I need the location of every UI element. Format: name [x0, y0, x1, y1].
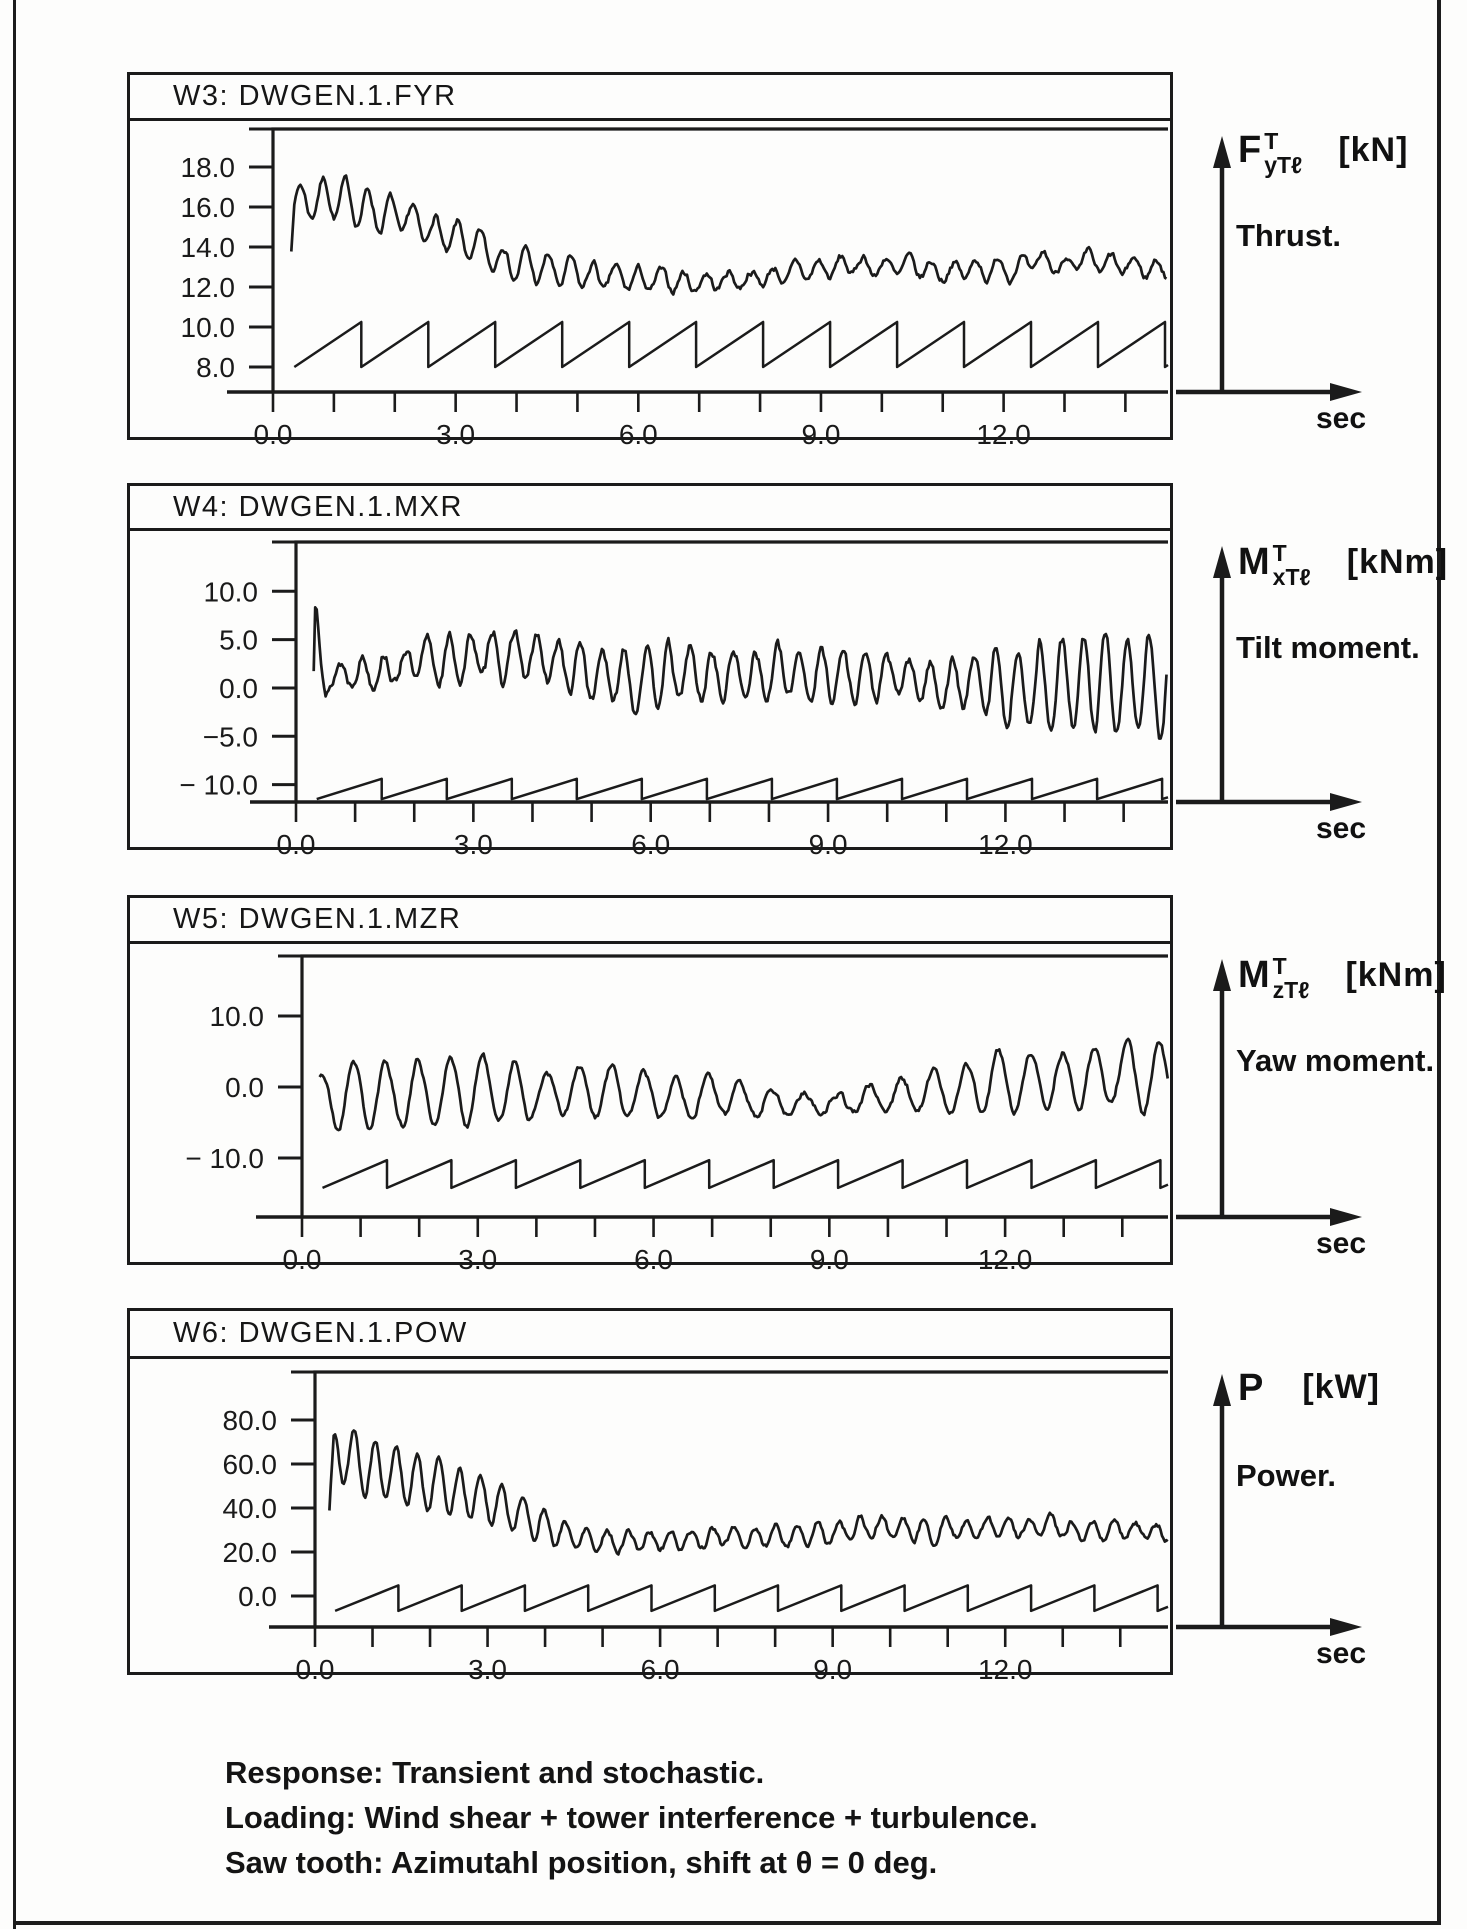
w5-x-tick-label: 9.0 [809, 1244, 849, 1275]
w3-x-tick-label: 9.0 [801, 419, 841, 450]
w3-y-tick-label: 8.0 [196, 352, 235, 383]
w6-y-tick-label: 40.0 [222, 1492, 277, 1524]
caption-line-loading: Loading: Wind shear + tower interference + turbulence. [225, 1800, 1038, 1835]
time-axis-unit-w4: sec [1316, 812, 1367, 845]
w4-x-tick-label: 3.0 [453, 829, 493, 860]
plot-window-header [130, 1311, 1170, 1359]
w6-time-axis-arrowhead [1330, 1618, 1362, 1636]
w3-x-tick-label: 3.0 [436, 419, 476, 450]
w5-x-tick-label: 6.0 [634, 1244, 674, 1275]
w5-x-tick-label: 0.0 [282, 1244, 322, 1275]
w6-value-axis-arrowhead [1213, 1374, 1231, 1406]
w5-y-tick-label: 10.0 [209, 1001, 264, 1033]
w5-value-axis-arrowhead [1213, 959, 1231, 991]
quantity-label-w5 [1238, 951, 1447, 1004]
w5-y-tick-label: − 10.0 [185, 1143, 264, 1175]
page-border-bottom [13, 1921, 1441, 1925]
w6-y-tick-label: 0.0 [238, 1580, 277, 1612]
w3-time-axis-arrowhead [1330, 383, 1362, 401]
w3-y-tick-label: 12.0 [180, 272, 235, 303]
w3-x-tick-label: 0.0 [253, 419, 293, 450]
w4-x-tick-label: 0.0 [276, 829, 316, 860]
plot-window-header [130, 486, 1170, 531]
plot-window-w6 [127, 1308, 1173, 1675]
time-axis-unit-w3: sec [1316, 402, 1367, 435]
plot-window-w4 [127, 483, 1173, 850]
w6-y-tick-label: 60.0 [222, 1448, 277, 1480]
w6-x-tick-label: 3.0 [468, 1654, 508, 1685]
w3-y-tick-label: 10.0 [180, 312, 235, 343]
w6-y-tick-label: 80.0 [222, 1404, 277, 1436]
w3-y-tick-label: 18.0 [180, 152, 235, 183]
plot-window-title: W5: DWGEN.1.MZR [173, 903, 462, 935]
plot-window-title: W3: DWGEN.1.FYR [173, 80, 457, 112]
w4-x-tick-label: 9.0 [808, 829, 848, 860]
quantity-supsub: T xTℓ [1272, 540, 1311, 591]
w3-x-tick-label: 6.0 [618, 419, 658, 450]
time-axis-unit-w5: sec [1316, 1227, 1367, 1260]
quantity-unit: [kW] [1302, 1368, 1381, 1406]
w3-x-tick-label: 12.0 [976, 419, 1031, 450]
w6-x-tick-label: 12.0 [977, 1654, 1033, 1685]
w4-y-tick-label: − 10.0 [179, 769, 258, 801]
quantity-name-w3: Thrust. [1236, 218, 1342, 253]
quantity-name-w4: Tilt moment. [1236, 630, 1420, 665]
quantity-symbol: F [1238, 129, 1262, 172]
time-axis-unit-w6: sec [1316, 1637, 1367, 1670]
quantity-label-w4 [1238, 538, 1449, 591]
w5-x-tick-label: 12.0 [977, 1244, 1033, 1275]
quantity-supsub: T zTℓ [1272, 953, 1310, 1004]
quantity-unit: [kN] [1338, 130, 1409, 169]
figure-caption [225, 1750, 1038, 1885]
caption-line-response: Response: Transient and stochastic. [225, 1755, 765, 1790]
w4-y-tick-label: 10.0 [203, 576, 258, 608]
plot-window-title: W4: DWGEN.1.MXR [173, 490, 463, 523]
w4-x-tick-label: 12.0 [978, 829, 1033, 860]
w6-x-tick-label: 9.0 [813, 1654, 853, 1685]
w4-y-tick-label: 0.0 [219, 672, 258, 704]
quantity-unit: [kNm] [1346, 542, 1449, 581]
w3-value-axis-arrowhead [1213, 136, 1231, 168]
plot-window-header [130, 75, 1170, 121]
quantity-label-w3 [1238, 126, 1409, 179]
quantity-unit: [kNm] [1345, 955, 1447, 994]
w4-x-tick-label: 6.0 [631, 829, 671, 860]
quantity-symbol: P [1238, 1366, 1264, 1409]
quantity-label-w6 [1238, 1368, 1380, 1407]
plot-window-header [130, 898, 1170, 944]
w5-time-axis-arrowhead [1330, 1208, 1362, 1226]
w4-value-axis-arrowhead [1213, 546, 1231, 578]
w6-x-tick-label: 0.0 [295, 1654, 335, 1685]
w3-y-tick-label: 16.0 [180, 192, 235, 223]
plot-window-w3 [127, 72, 1173, 440]
w4-y-tick-label: −5.0 [202, 721, 258, 753]
quantity-name-w5: Yaw moment. [1236, 1043, 1435, 1078]
quantity-symbol: M [1238, 954, 1270, 997]
quantity-supsub: T yTℓ [1264, 128, 1303, 179]
w6-y-tick-label: 20.0 [222, 1536, 277, 1568]
w4-y-tick-label: 5.0 [219, 624, 258, 656]
w5-y-tick-label: 0.0 [225, 1072, 264, 1104]
caption-line-sawtooth: Saw tooth: Azimutahl position, shift at θ = 0 deg. [225, 1845, 938, 1880]
plot-window-title: W6: DWGEN.1.POW [173, 1317, 468, 1349]
w6-x-tick-label: 6.0 [640, 1654, 680, 1685]
quantity-name-w6: Power. [1236, 1458, 1336, 1493]
w4-time-axis-arrowhead [1330, 793, 1362, 811]
plot-window-w5 [127, 895, 1173, 1265]
quantity-symbol: M [1238, 541, 1270, 584]
w5-x-tick-label: 3.0 [458, 1244, 498, 1275]
w3-y-tick-label: 14.0 [180, 232, 235, 263]
page-border-left [13, 0, 16, 1929]
